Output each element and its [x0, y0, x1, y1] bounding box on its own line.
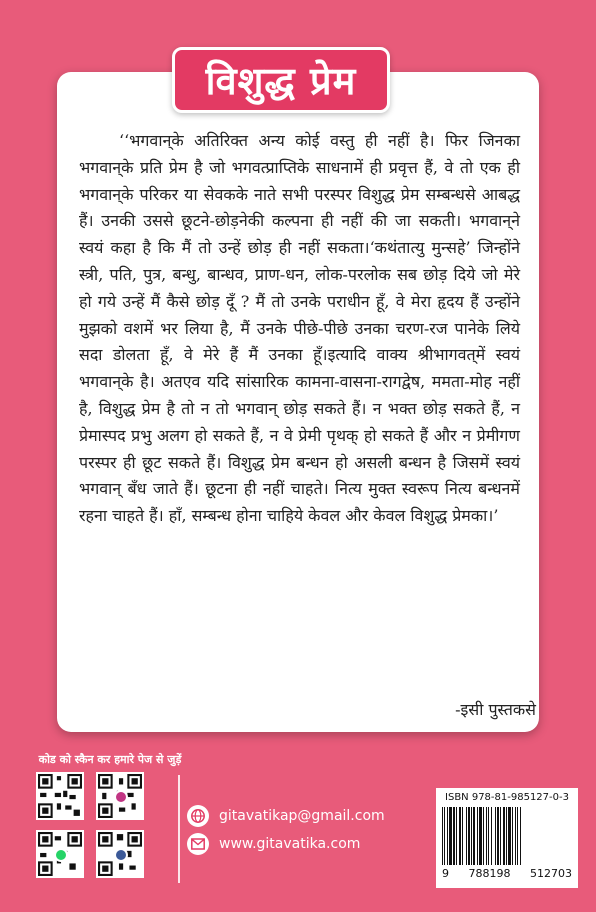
qr-code-website[interactable]: [36, 772, 84, 820]
isbn-digits: [442, 867, 572, 880]
quote-source: -इसी पुस्तकसे: [455, 700, 536, 719]
qr-caption: कोड को स्कैन कर हमारे पेज से जुड़ें: [38, 753, 182, 766]
email-address: gitavatikap@gmail.com: [219, 808, 385, 824]
website-address: www.gitavatika.com: [219, 836, 361, 852]
barcode-bars: [442, 807, 572, 865]
envelope-icon: [187, 833, 209, 855]
globe-email-icon: [187, 805, 209, 827]
footer-divider: [178, 775, 180, 883]
isbn-digits-mid: 788198: [468, 867, 511, 880]
qr-code-facebook[interactable]: [96, 830, 144, 878]
quote-paragraph: ‘‘भगवान्‌के अतिरिक्त अन्य कोई वस्तु ही नहीं है। फिर जिनका भगवान्‌के प्रति प्रेम है जो भगवत्प्राप्तिके साधनामें ही प्रवृत्त हैं, वे तो एक ही भगवान्‌के परिकर या सेवकके नाते सभी परस्पर विशुद्ध प्रेम सम्बन्धसे आबद्ध हैं। उनकी उससे छूटने-छोड़नेकी कल्पना ही नहीं की जा सकती। भगवान्‌ने स्वयं कहा है कि मैं तो उन्हें छोड़ ही नहीं सकता।‘कथंतात्यु मुन्सहे’ जिन्होंने स्त्री, पति, पुत्र, बन्धु, बान्धव, प्राण-धन, लोक-परलोक सब छोड़ दिये जो मेरे हो गये उन्हें मैं कैसे छोड़ दूँ ? मैं तो उनके पराधीन हूँ, वे मेरा हृदय हैं उन्होंने मुझको वशमें भर लिया है, मैं उनके पीछे-पीछे उनका चरण-रज पानेके लिये सदा डोलता हूँ, वे मेरे हैं मैं उनका हूँ।इत्यादि वाक्य श्रीभागवत्‌में स्वयं भगवान्‌के है। अतएव यदि सांसारिक कामना-वासना-रागद्वेष, ममता-मोह नहीं है, विशुद्ध प्रेम है तो न तो भगवान् छोड़ सकते हैं। न भक्त छोड़ सकते हैं, न प्रेमास्पद प्रभु अलग हो सकते हैं, न वे प्रेमी पृथक् हो सकते हैं और न प्रेमीगण परस्पर ही छूट सकते हैं। विशुद्ध प्रेम बन्धन हो असली बन्धन है जिसमें स्वयं भगवान् बँध जाते हैं। छूटना ही नहीं चाहते। नित्य मुक्त स्वरूप नित्य बन्धनमें रहना चाहते हैं। हाँ, सम्बन्ध होना चाहिये केवल और केवल विशुद्ध प्रेमका।’: [79, 131, 520, 526]
whatsapp-icon: [54, 848, 68, 862]
isbn-barcode: [436, 788, 578, 888]
qr-code-instagram[interactable]: [96, 772, 144, 820]
quote-text-block: [79, 128, 520, 530]
isbn-digit-first: 9: [442, 867, 449, 880]
qr-pattern-icon: [38, 774, 82, 818]
email-contact[interactable]: [187, 805, 385, 827]
barcode-bar: [521, 807, 522, 865]
book-title: विशुद्ध प्रेम: [172, 47, 390, 113]
website-contact[interactable]: [187, 833, 360, 855]
facebook-icon: [114, 848, 128, 862]
instagram-icon: [114, 790, 128, 804]
isbn-digits-last: 512703: [530, 867, 572, 880]
qr-code-whatsapp[interactable]: [36, 830, 84, 878]
isbn-label: ISBN 978-81-985127-0-3: [445, 792, 569, 803]
